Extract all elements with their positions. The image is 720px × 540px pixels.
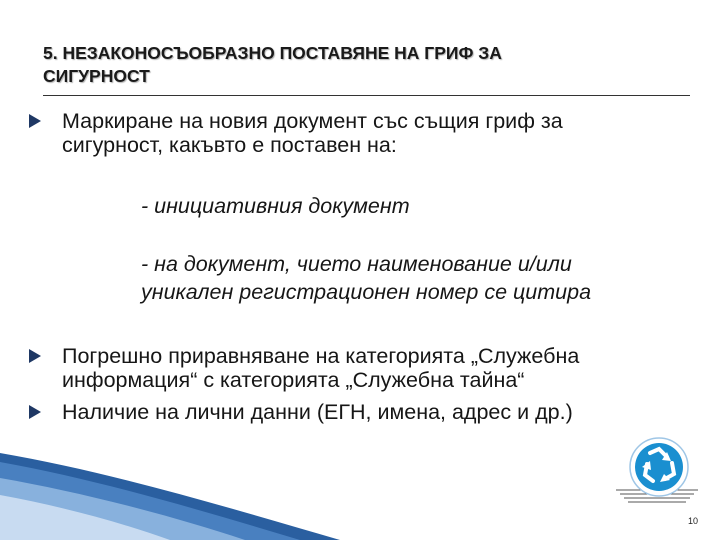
slide-title (43, 42, 643, 88)
triangle-bullet-icon (29, 405, 41, 419)
sub-item-1: - инициативния документ (141, 194, 410, 218)
sub-item-2-line-2: уникален регистрационен номер се цитира (141, 280, 592, 304)
title-line-1: 5. НЕЗАКОНОСЪОБРАЗНО ПОСТАВЯНЕ НА ГРИФ ЗА (43, 43, 502, 63)
bullet-1-line-1: Маркиране на новия документ със същия гриф за (62, 109, 563, 133)
triangle-bullet-icon (29, 349, 41, 363)
bullet-text-2 (62, 344, 679, 392)
sub-item-2-line-1: - на документ, чието наименование и/или (141, 252, 572, 276)
bullet-1-line-2: сигурност, какъвто е поставен на: (62, 133, 397, 157)
bullet-item-2 (29, 344, 679, 392)
bullet-2-line-2: информация“ с категорията „Служебна тайна“ (62, 368, 525, 392)
title-line-2: СИГУРНОСТ (43, 66, 150, 86)
bullet-item-3 (29, 400, 679, 424)
bullet-text-1 (62, 109, 679, 157)
title-divider (43, 95, 690, 96)
sub-item-2 (141, 250, 681, 306)
bullet-item-1 (29, 109, 679, 157)
page-number: 10 (688, 516, 699, 526)
bullet-2-line-1: Погрешно приравняване на категорията „Служебна (62, 344, 580, 368)
bullet-text-3: Наличие на лични данни (ЕГН, имена, адрес и др.) (62, 400, 573, 424)
recycle-icon (610, 436, 702, 508)
triangle-bullet-icon (29, 114, 41, 128)
